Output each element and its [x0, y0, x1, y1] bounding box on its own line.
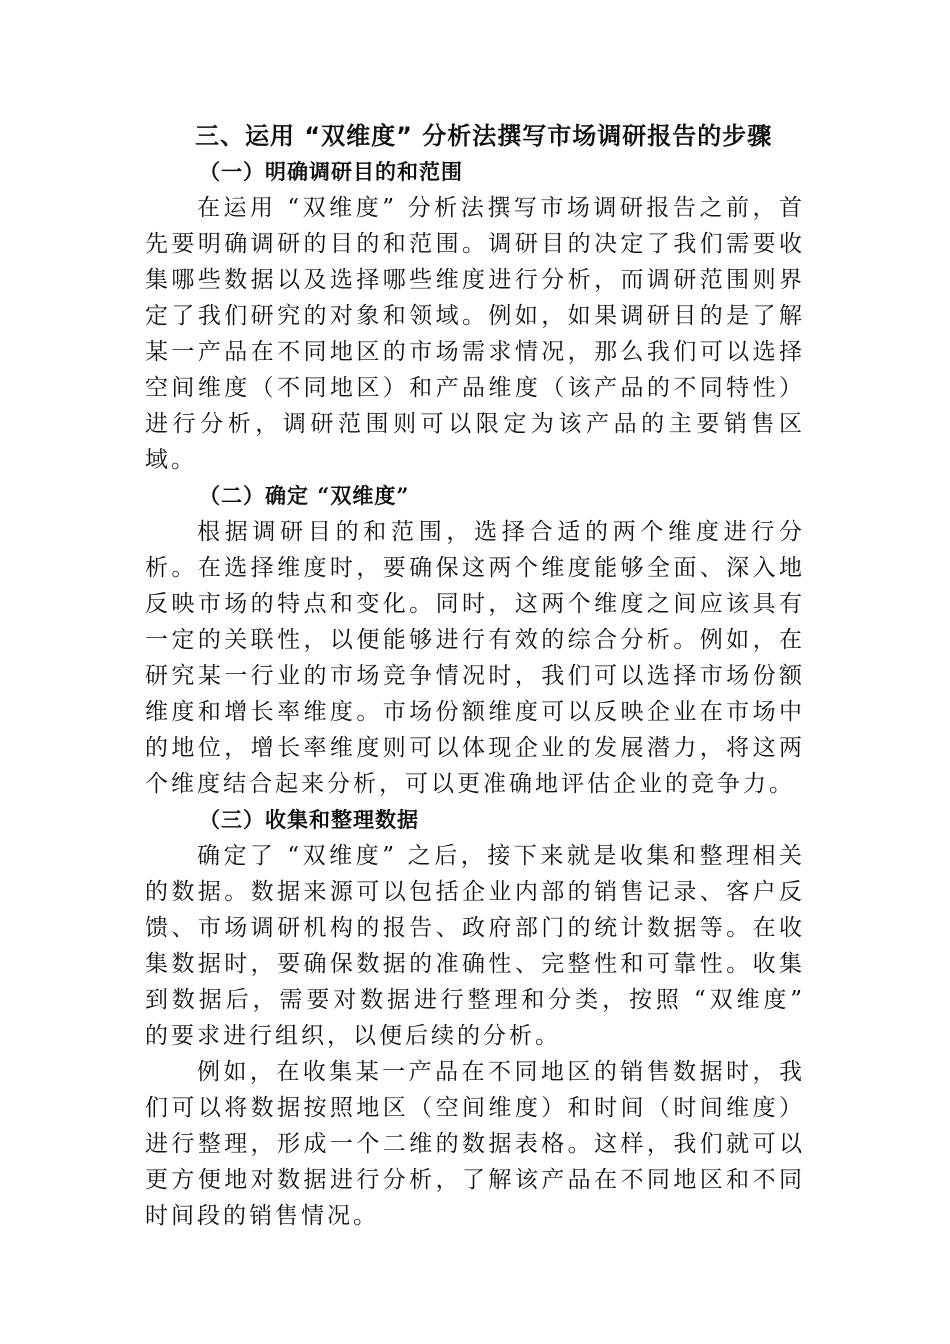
paragraph-3: 确定了 “双维度” 之后，接下来就是收集和整理相关的数据。数据来源可以包括企业内部的销售记录、客户反馈、市场调研机构的报告、政府部门的统计数据等。在收集数据时，要确保数据的准确性、完整性和可靠性。收集到数据后，需要对数据进行整理和分类，按照 “双维度” 的要求进行组织，以便后续的分析。	[145, 843, 805, 1049]
paragraph-1: 在运用 “双维度” 分析法撰写市场调研报告之前，首先要明确调研的目的和范围。调研目的决定了我们需要收集哪些数据以及选择哪些维度进行分析，而调研范围则界定了我们研究的对象和领域。例如，如果调研目的是了解某一产品在不同地区的市场需求情况，那么我们可以选择空间维度（不同地区）和产品维度（该产品的不同特性）进行分析，调研范围则可以限定为该产品的主要销售区域。	[145, 195, 805, 473]
subheading-3: （三）收集和整理数据	[199, 807, 419, 832]
paragraph-4: 例如，在收集某一产品在不同地区的销售数据时，我们可以将数据按照地区（空间维度）和时间（时间维度）进行整理，形成一个二维的数据表格。这样，我们就可以更方便地对数据进行分析，了解该产品在不同地区和不同时间段的销售情况。	[145, 1059, 805, 1229]
subheading-1: （一）明确调研目的和范围	[199, 159, 463, 184]
document-body	[145, 118, 805, 1234]
section-title: 三、运用 “双维度” 分析法撰写市场调研报告的步骤	[195, 122, 773, 150]
subheading-2: （二）确定 “双维度”	[199, 483, 410, 508]
paragraph-2: 根据调研目的和范围，选择合适的两个维度进行分析。在选择维度时，要确保这两个维度能够全面、深入地反映市场的特点和变化。同时，这两个维度之间应该具有一定的关联性，以便能够进行有效的综合分析。例如，在研究某一行业的市场竞争情况时，我们可以选择市场份额维度和增长率维度。市场份额维度可以反映企业在市场中的地位，增长率维度则可以体现企业的发展潜力，将这两个维度结合起来分析，可以更准确地评估企业的竞争力。	[145, 519, 805, 797]
